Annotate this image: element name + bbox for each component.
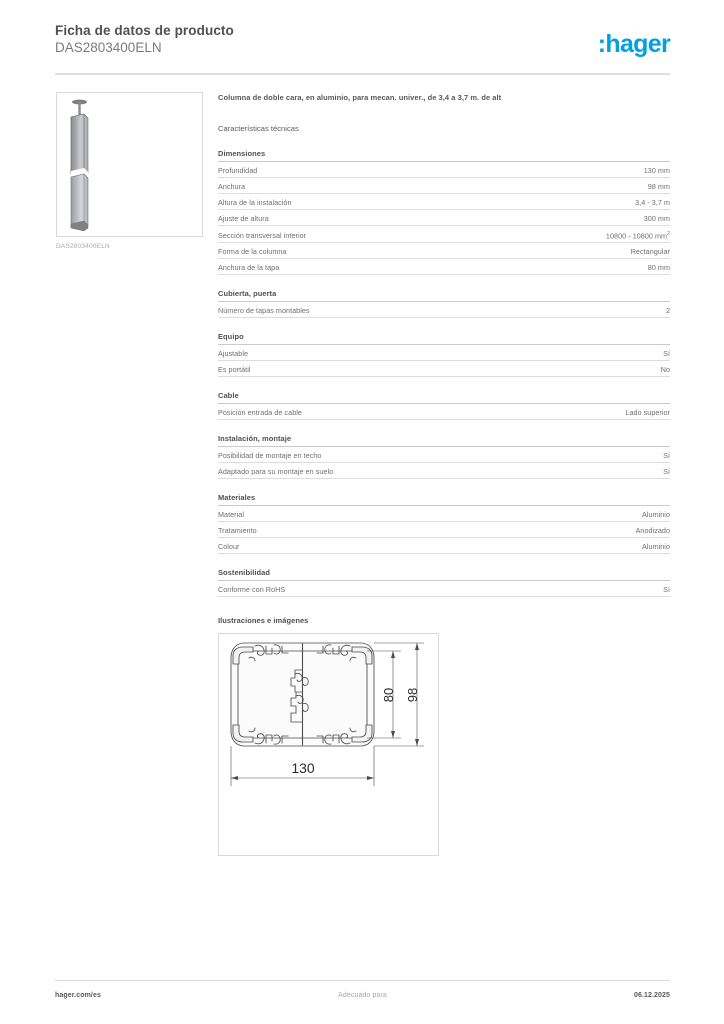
- header-titles: [55, 22, 234, 56]
- spec-row: [218, 210, 670, 226]
- spec-label: Posibilidad de montaje en techo: [218, 450, 322, 460]
- spec-value: Aluminio: [642, 541, 670, 551]
- spec-row: [218, 243, 670, 259]
- spec-label: Sección transversal interior: [218, 230, 307, 240]
- spec-row: [218, 447, 670, 463]
- spec-label: Colour: [218, 541, 240, 551]
- spec-group: [218, 493, 670, 554]
- spec-rows: [218, 404, 670, 420]
- spec-row: [218, 194, 670, 210]
- specifications-container: [218, 149, 670, 597]
- spec-value: 300 mm: [643, 213, 670, 223]
- spec-value: 130 mm: [643, 165, 670, 175]
- product-image-frame: [56, 92, 203, 237]
- spec-row: [218, 226, 670, 243]
- spec-label: Posición entrada de cable: [218, 407, 302, 417]
- spec-label: Material: [218, 509, 244, 519]
- spec-label: Ajuste de altura: [218, 213, 269, 223]
- spec-value: Rectangular: [630, 246, 670, 256]
- spec-group: [218, 332, 670, 377]
- spec-row: [218, 522, 670, 538]
- page-title: Ficha de datos de producto: [55, 23, 234, 38]
- product-image-caption: DAS2803400ELN: [56, 243, 110, 250]
- spec-rows: [218, 506, 670, 554]
- page-footer: [55, 992, 670, 1006]
- spec-row: [218, 404, 670, 420]
- footer-website[interactable]: hager.com/es: [55, 992, 101, 999]
- spec-group-spacer: [218, 377, 670, 391]
- technical-drawing-frame: [218, 633, 439, 856]
- main-content: [218, 92, 670, 856]
- spec-group: [218, 391, 670, 420]
- spec-value: 3,4 - 3,7 m: [635, 197, 670, 207]
- spec-value: Sí: [663, 466, 670, 476]
- spec-value: 80 mm: [647, 262, 670, 272]
- spec-value: Aluminio: [642, 509, 670, 519]
- page-header: [55, 22, 670, 72]
- spec-group-title: Dimensiones: [218, 149, 670, 162]
- spec-label: Profundidad: [218, 165, 258, 175]
- spec-group-title: Instalación, montaje: [218, 434, 670, 447]
- spec-row: [218, 538, 670, 554]
- profile-cross-section-drawing: [219, 634, 438, 855]
- spec-row: [218, 581, 670, 597]
- spec-label: Altura de la instalación: [218, 197, 292, 207]
- spec-value: Sí: [663, 348, 670, 358]
- spec-value: Sí: [663, 584, 670, 594]
- footer-date: 06.12.2025: [633, 992, 670, 999]
- spec-value: Sí: [663, 450, 670, 460]
- spec-group-spacer: [218, 479, 670, 493]
- spec-group: [218, 149, 670, 275]
- spec-label: Conforme con RoHS: [218, 584, 286, 594]
- spec-group: [218, 568, 670, 597]
- dimension-label-outer-height: 98: [405, 688, 420, 703]
- spec-row: [218, 506, 670, 522]
- spec-group-title: Materiales: [218, 493, 670, 506]
- spec-rows: [218, 162, 670, 275]
- product-description: Columna de doble cara, en aluminio, para mecan. univer., de 3,4 a 3,7 m. de alt: [218, 93, 502, 102]
- spec-rows: [218, 581, 670, 597]
- spec-value: 2: [665, 305, 670, 315]
- spec-rows: [218, 447, 670, 479]
- product-column-image: [57, 93, 202, 236]
- spec-row: [218, 302, 670, 318]
- spec-label: Tratamiento: [218, 525, 257, 535]
- spec-label: Anchura de la tapa: [218, 262, 280, 272]
- spec-label: Forma de la columna: [218, 246, 287, 256]
- footer-suitable-for: Adecuado para: [338, 992, 387, 999]
- spec-rows: [218, 302, 670, 318]
- spec-group-title: Equipo: [218, 332, 670, 345]
- dimension-label-width: 130: [291, 760, 315, 777]
- spec-group: [218, 289, 670, 318]
- spec-value: 10800 - 10800 $mm^2$: [605, 230, 670, 240]
- spec-group-spacer: [218, 554, 670, 568]
- hager-logo: :hager: [597, 30, 670, 58]
- spec-row: [218, 463, 670, 479]
- illustrations-heading: Ilustraciones e imágenes: [218, 616, 309, 626]
- spec-group-title: Cubierta, puerta: [218, 289, 670, 302]
- spec-row: [218, 345, 670, 361]
- spec-label: Ajustable: [218, 348, 249, 358]
- spec-label: Adaptado para su montaje en suelo: [218, 466, 334, 476]
- spec-rows: [218, 345, 670, 377]
- spec-value: No: [660, 364, 670, 374]
- spec-label: Anchura: [218, 181, 246, 191]
- spec-group: [218, 434, 670, 479]
- spec-row: [218, 162, 670, 178]
- spec-group-title: Sostenibilidad: [218, 568, 670, 581]
- spec-group-title: Cable: [218, 391, 670, 404]
- spec-group-spacer: [218, 275, 670, 289]
- spec-row: [218, 259, 670, 275]
- spec-row: [218, 361, 670, 377]
- header-divider: [55, 73, 670, 75]
- spec-value: Anodizado: [635, 525, 670, 535]
- spec-group-spacer: [218, 420, 670, 434]
- spec-group-spacer: [218, 318, 670, 332]
- spec-value: 98 mm: [647, 181, 670, 191]
- dimension-label-inner-height: 80: [381, 688, 396, 703]
- spec-value: Lado superior: [625, 407, 670, 417]
- footer-divider: [55, 980, 670, 981]
- technical-characteristics-heading: Características técnicas: [218, 124, 299, 133]
- spec-label: Es portátil: [218, 364, 251, 374]
- product-reference: DAS2803400ELN: [55, 40, 162, 55]
- spec-label: Número de tapas montables: [218, 305, 310, 315]
- spec-row: [218, 178, 670, 194]
